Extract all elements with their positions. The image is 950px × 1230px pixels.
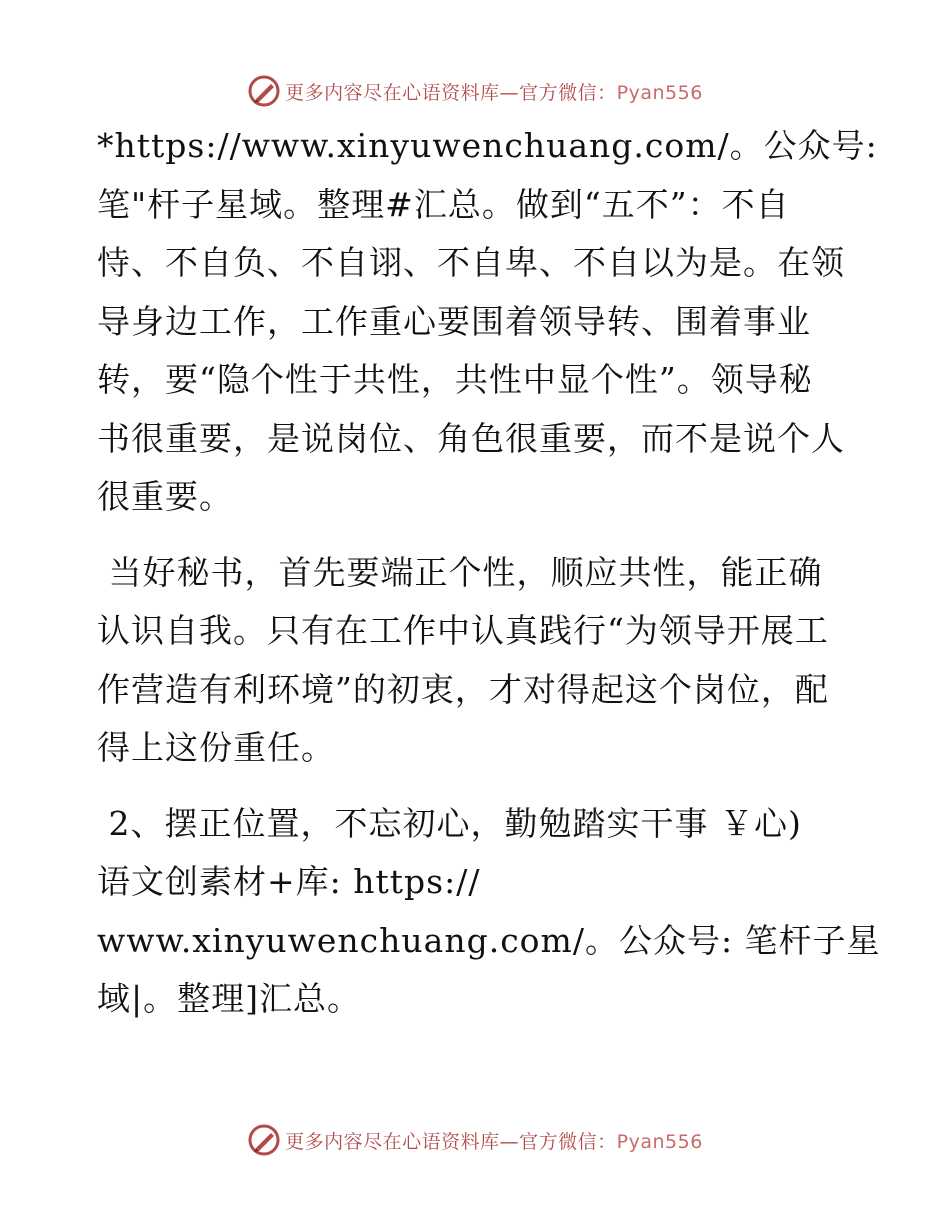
text-line: 认识自我。只有在工作中认真践行“为领导开展工 [97, 611, 829, 650]
text-line: 语文创素材+库: https:// [97, 862, 481, 901]
text-line: www.xinyuwenchuang.com/。公众号: 笔杆子星 [97, 920, 881, 960]
text-line: 转，要“隐个性于共性，共性中显个性”。领导秘 [97, 360, 813, 399]
text-line: 恃、不自负、不自诩、不自卑、不自以为是。在领 [97, 243, 845, 282]
footer-banner-text [285, 1127, 703, 1154]
pen-logo-icon [247, 74, 281, 108]
document-body [97, 117, 881, 1046]
header-banner-label: 更多内容尽在心语资料库—官方微信： [285, 81, 617, 104]
header-banner [0, 71, 950, 111]
pen-logo-icon [247, 1123, 281, 1157]
text-line: 2、摆正位置，不忘初心，勤勉踏实干事 ￥心) [97, 803, 802, 843]
text-line: 笔"杆子星域。整理#汇总。做到“五不”：不自 [97, 184, 790, 224]
text-line: 当好秘书，首先要端正个性，顺应共性，能正确 [97, 552, 823, 592]
text-line: 很重要。 [97, 477, 233, 516]
text-line: 作营造有利环境”的初衷，才对得起这个岗位，配 [97, 669, 829, 709]
footer-wechat-handle: Pyan556 [616, 1130, 703, 1153]
text-line: 导身边工作，工作重心要围着领导转、围着事业 [97, 301, 811, 341]
footer-banner [0, 1120, 950, 1160]
header-wechat-handle: Pyan556 [616, 81, 703, 104]
paragraph-1 [97, 117, 878, 527]
text-line: *https://www.xinyuwenchuang.com/。公众号: [97, 126, 878, 165]
text-line: 得上这份重任。 [97, 728, 335, 767]
text-line: 书很重要，是说岗位、角色很重要，而不是说个人 [97, 418, 845, 458]
paragraph-3 [97, 795, 881, 1029]
footer-banner-label: 更多内容尽在心语资料库—官方微信： [285, 1130, 617, 1153]
text-line: 域|。整理]汇总。 [97, 979, 361, 1018]
header-banner-text [285, 78, 703, 105]
paragraph-2 [97, 544, 857, 778]
